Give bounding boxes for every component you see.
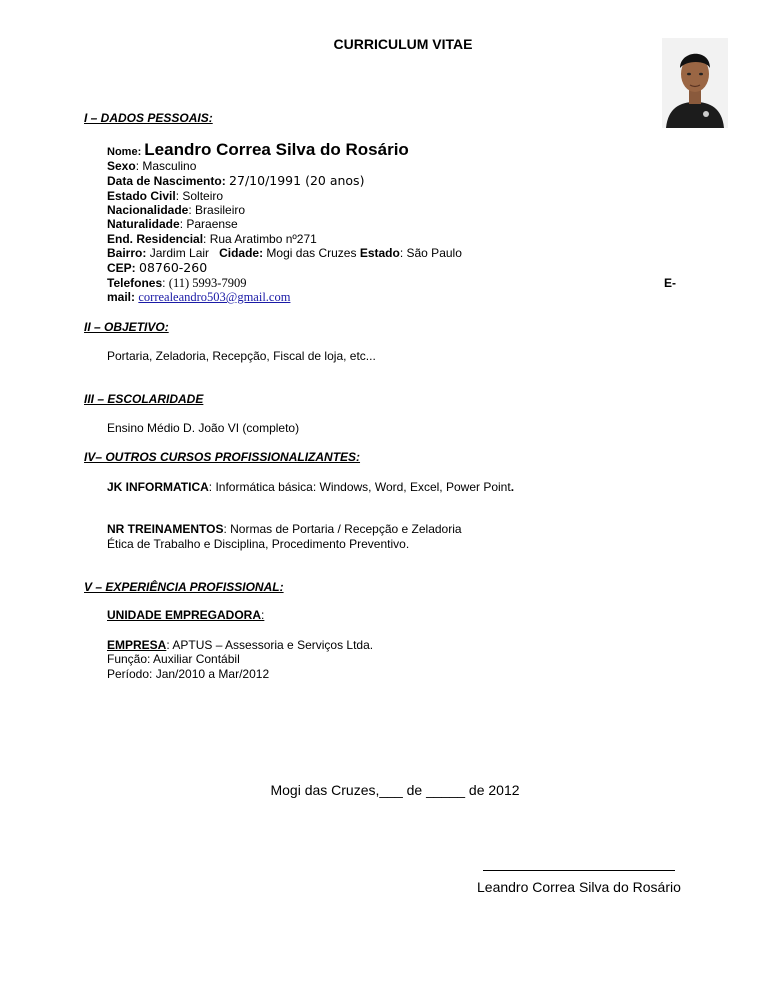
signature-line [483, 862, 675, 871]
nascimento-row [107, 174, 364, 189]
funcao-text: Função: Auxiliar Contábil [107, 652, 240, 666]
nacionalidade-row: Nacionalidade: Brasileiro [107, 203, 246, 217]
name-row: Nome: Leandro Correa Silva do Rosário [107, 140, 409, 159]
nascimento-value: 27/10/1991 (20 anos) [229, 173, 365, 188]
email-link[interactable]: correaleandro503@gmail.com [138, 290, 291, 304]
estado-value: São Paulo [406, 246, 462, 260]
escolaridade-text: Ensino Médio D. João VI (completo) [107, 421, 300, 435]
email-label-part1: E- [664, 276, 676, 290]
cidade-value: Mogi das Cruzes [266, 246, 357, 260]
full-name: Leandro Correa Silva do Rosário [144, 140, 409, 159]
estado-civil-label: Estado Civil [107, 189, 176, 203]
cep-label: CEP: [107, 261, 136, 275]
section-cursos: IV– OUTROS CURSOS PROFISSIONALIZANTES: [84, 450, 361, 464]
section-objetivo: II – OBJETIVO: [84, 320, 169, 334]
curso-jk-label: JK INFORMATICA [107, 480, 209, 494]
nacionalidade-label: Nacionalidade [107, 203, 189, 217]
empresa-row [107, 638, 373, 653]
cep-row [107, 261, 207, 276]
curso-jk: JK INFORMATICA: Informática básica: Windows, Word, Excel, Power Point. [107, 480, 515, 494]
place-date: Mogi das Cruzes,___ de _____ de 2012 [270, 782, 520, 798]
cidade-label: Cidade: [219, 246, 264, 260]
profile-photo [662, 38, 728, 128]
name-label: Nome [107, 146, 138, 158]
telefones-label: Telefones [107, 276, 163, 290]
bairro-row: Bairro: Jardim Lair Cidade: Mogi das Cruzes Estado: São Paulo [107, 246, 462, 260]
sexo-row: Sexo: Masculino [107, 159, 197, 173]
telefones-value: (11) 5993-7909 [168, 276, 247, 290]
curso-nr-text: : Normas de Portaria / Recepção e Zeladoria [223, 522, 462, 536]
telefones-row: Telefones: (11) 5993-7909 [107, 276, 247, 290]
naturalidade-label: Naturalidade [107, 217, 180, 231]
document-title: CURRICULUM VITAE [333, 36, 473, 52]
curso-jk-text: : Informática básica: Windows, Word, Excel, Power Point [208, 480, 511, 494]
section-dados-pessoais: I – DADOS PESSOAIS: [84, 111, 213, 125]
endereco-row: End. Residencial: Rua Aratimbo nº271 [107, 232, 317, 246]
sexo-value: Masculino [142, 159, 197, 173]
naturalidade-value: Paraense [186, 217, 238, 231]
naturalidade-row: Naturalidade: Paraense [107, 217, 238, 231]
curso-nr [107, 522, 462, 537]
unidade-empregadora-label: UNIDADE EMPREGADORA [107, 608, 262, 622]
email-label-part2: mail: [107, 290, 136, 304]
empresa-value: : APTUS – Assessoria e Serviços Ltda. [166, 638, 374, 652]
person-photo-icon [662, 38, 728, 128]
section-experiencia: V – EXPERIÊNCIA PROFISSIONAL: [84, 580, 284, 594]
empresa-label: EMPRESA [107, 638, 167, 652]
bairro-label: Bairro: [107, 246, 147, 260]
section-escolaridade: III – ESCOLARIDADE [84, 392, 204, 406]
estado-label: Estado [359, 246, 400, 260]
curso-nr-text2: Ética de Trabalho e Disciplina, Procedimento Preventivo. [107, 537, 410, 551]
email-row [107, 290, 290, 305]
estado-civil-value: Solteiro [182, 189, 224, 203]
nascimento-label: Data de Nascimento: [107, 174, 226, 188]
nacionalidade-value: Brasileiro [195, 203, 246, 217]
bairro-value: Jardim Lair [149, 246, 210, 260]
objetivo-text: Portaria, Zeladoria, Recepção, Fiscal de loja, etc... [107, 349, 376, 363]
periodo-text: Período: Jan/2010 a Mar/2012 [107, 667, 270, 681]
sexo-label: Sexo [107, 159, 136, 173]
endereco-value: Rua Aratimbo nº271 [209, 232, 317, 246]
curso-nr-label: NR TREINAMENTOS [107, 522, 224, 536]
estado-civil-row: Estado Civil: Solteiro [107, 189, 224, 203]
cep-value: 08760-260 [139, 260, 208, 275]
endereco-label: End. Residencial [107, 232, 204, 246]
unidade-empregadora-row: UNIDADE EMPREGADORA: [107, 608, 265, 622]
signature-name: Leandro Correa Silva do Rosário [477, 879, 681, 895]
